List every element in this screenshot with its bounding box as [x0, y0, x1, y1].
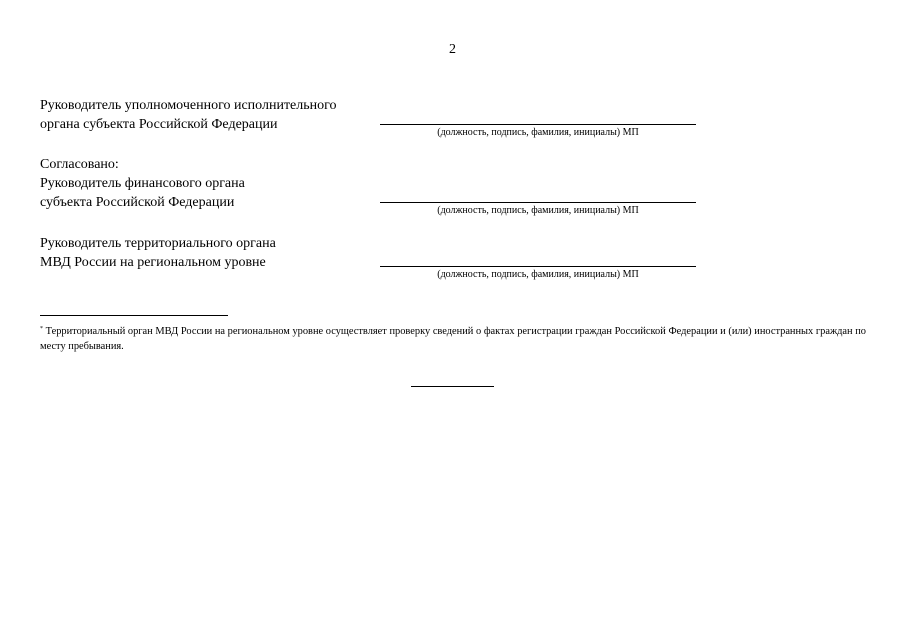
signature-caption: (должность, подпись, фамилия, инициалы) МП	[437, 205, 639, 216]
signature-label-line: Руководитель территориального органа	[40, 236, 276, 251]
footnote-marker: *	[40, 326, 43, 332]
footnote-separator	[40, 315, 228, 316]
signature-label	[40, 155, 380, 212]
signature-block-mvd	[40, 234, 900, 280]
signature-label-line: Руководитель уполномоченного исполнительного	[40, 98, 337, 113]
signature-label	[40, 234, 380, 272]
page-number: 2	[449, 42, 456, 57]
signature-caption: (должность, подпись, фамилия, инициалы) МП	[437, 269, 639, 280]
signature-line	[380, 124, 696, 125]
signature-label-line: Руководитель финансового органа	[40, 176, 245, 191]
footnote	[40, 322, 866, 354]
signature-label-line: Согласовано:	[40, 157, 119, 172]
document-end-rule	[411, 386, 494, 387]
signature-block-financial	[40, 155, 900, 216]
footnote-text: Территориальный орган МВД России на региональном уровне осуществляет проверку сведений о фактах регистрации граждан Российской Федерации и (или) иностранных граждан по месту пребывания.	[40, 326, 866, 352]
signature-line	[380, 266, 696, 267]
signature-label-line: субъекта Российской Федерации	[40, 195, 235, 210]
signature-label-line: органа субъекта Российской Федерации	[40, 117, 278, 132]
signature-caption: (должность, подпись, фамилия, инициалы) МП	[437, 127, 639, 138]
signature-label-line: МВД России на региональном уровне	[40, 255, 266, 270]
signature-label	[40, 96, 380, 134]
signature-line	[380, 202, 696, 203]
signature-block-authorized-executive	[40, 96, 900, 138]
